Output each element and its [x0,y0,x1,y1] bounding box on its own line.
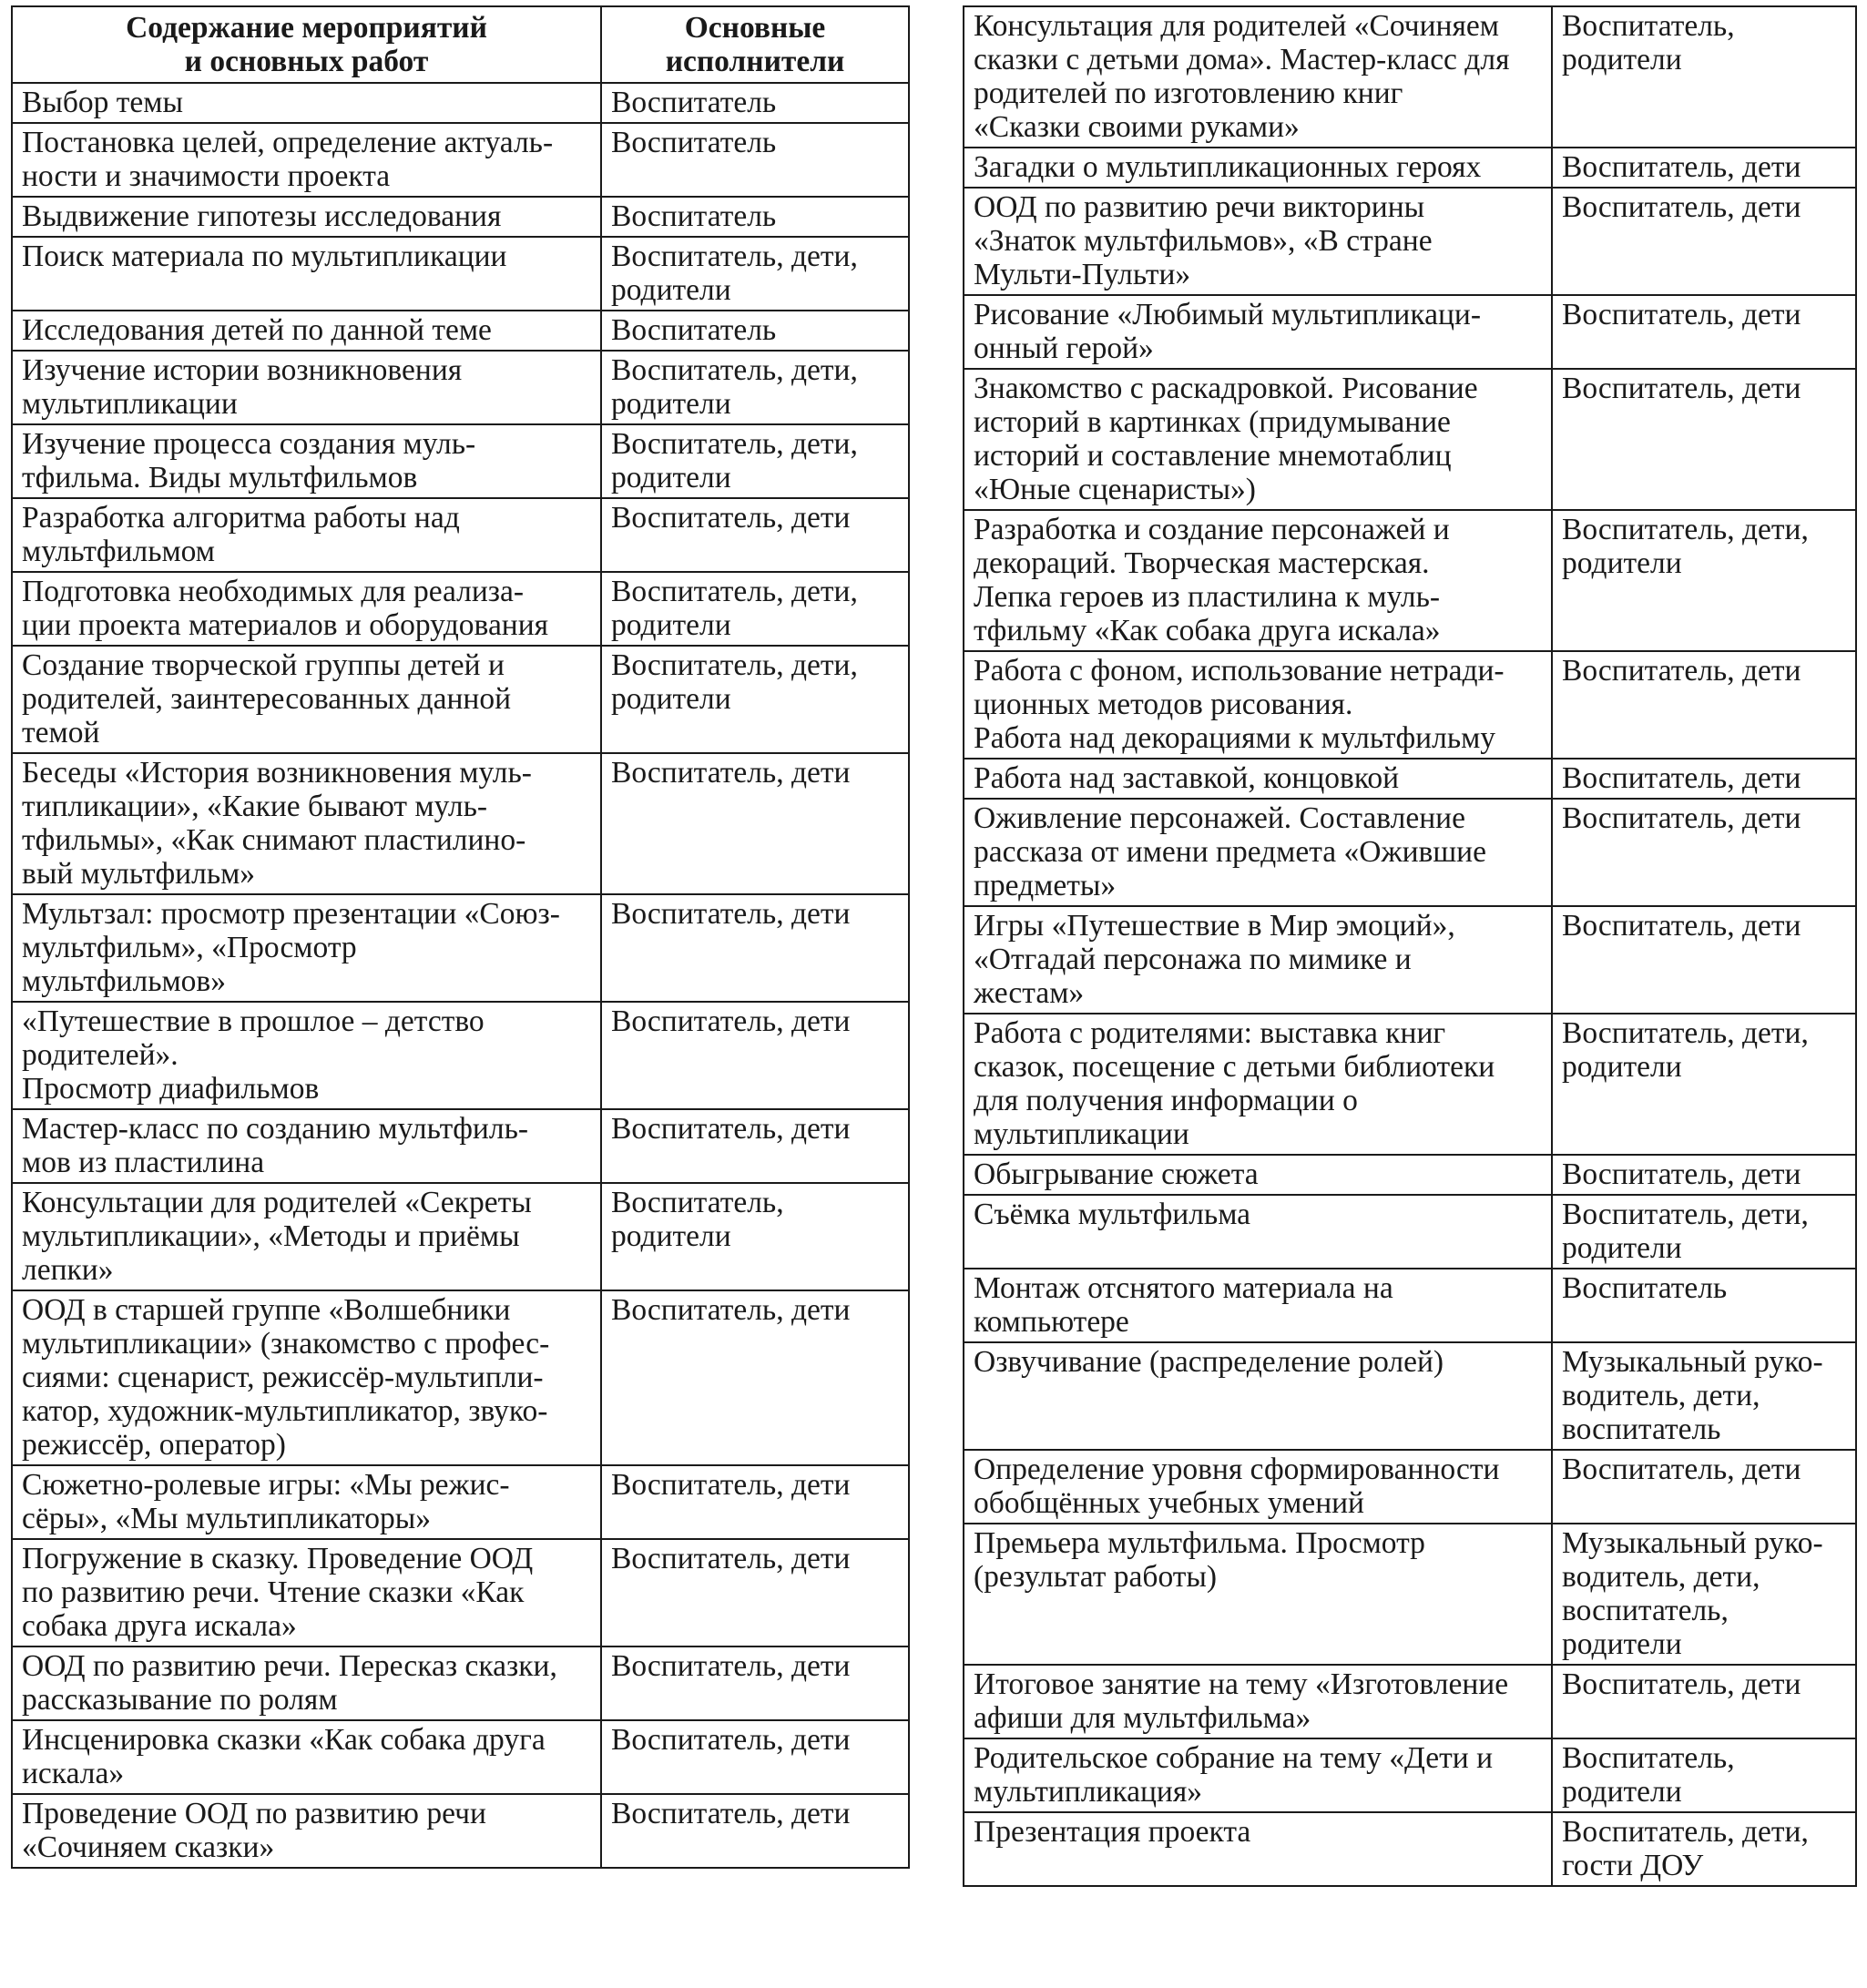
right-table-body [964,6,1856,1886]
table-row [12,1183,909,1290]
table-row [12,753,909,894]
executors-cell: Воспитатель, дети [1552,369,1856,510]
executors-cell: Музыкальный руко- водитель, дети, воспитатель [1552,1342,1856,1450]
executors-cell: Воспитатель [601,197,909,237]
executors-cell: Воспитатель, дети, родители [601,572,909,646]
executors-cell: Воспитатель [601,123,909,197]
table-row [12,894,909,1002]
executors-cell: Воспитатель, дети [601,1720,909,1794]
activity-cell: Исследования детей по данной теме [12,311,601,351]
executors-cell: Воспитатель, дети [601,753,909,894]
table-row [12,1465,909,1539]
activity-cell: Изучение истории возникновения мультипликации [12,351,601,424]
activity-cell: ООД по развитию речи. Пересказ сказки, рассказывание по ролям [12,1646,601,1720]
executors-cell: Воспитатель, дети, гости ДОУ [1552,1812,1856,1886]
executors-cell: Воспитатель, дети [601,1465,909,1539]
activity-cell: Инсценировка сказки «Как собака друга искала» [12,1720,601,1794]
table-row [12,1720,909,1794]
table-row [964,1195,1856,1269]
executors-cell: Воспитатель, дети, родители [601,424,909,498]
activity-cell: Определение уровня сформированности обобщённых учебных умений [964,1450,1552,1524]
activity-cell: Разработка и создание персонажей и декораций. Творческая мастерская. Лепка героев из пластилина к муль- тфильму «Как собака друга искала» [964,510,1552,651]
activity-cell: Беседы «История возникновения муль- типликации», «Какие бывают муль- тфильмы», «Как снимают пластилино- вый мультфильм» [12,753,601,894]
activity-cell: Постановка целей, определение актуаль- ности и значимости проекта [12,123,601,197]
table-row [964,1524,1856,1665]
header-content: Содержание мероприятий и основных работ [12,6,601,83]
activity-cell: Сюжетно-ролевые игры: «Мы режис- сёры», «Мы мультипликаторы» [12,1465,601,1539]
table-header-row [12,6,909,83]
table-row [964,1738,1856,1812]
activity-cell: Поиск материала по мультипликации [12,237,601,311]
table-row [12,123,909,197]
activity-cell: Создание творческой группы детей и родителей, заинтересованных данной темой [12,646,601,753]
executors-cell: Воспитатель, родители [601,1183,909,1290]
executors-cell: Воспитатель [1552,1269,1856,1342]
executors-cell: Воспитатель [601,311,909,351]
table-row [12,237,909,311]
executors-cell: Воспитатель, дети [1552,1665,1856,1738]
activity-cell: Знакомство с раскадровкой. Рисование историй в картинках (придумывание историй и составление мнемотаблиц «Юные сценаристы») [964,369,1552,510]
activity-cell: Итоговое занятие на тему «Изготовление афиши для мультфильма» [964,1665,1552,1738]
table-row [964,651,1856,759]
executors-cell: Воспитатель, дети [601,1290,909,1465]
activity-cell: ООД в старшей группе «Волшебники мультипликации» (знакомство с профес- сиями: сценарист, режиссёр-мультипли- катор, художник-мультипликатор, звуко- режиссёр, оператор) [12,1290,601,1465]
activity-cell: ООД по развитию речи викторины «Знаток мультфильмов», «В стране Мульти-Пульти» [964,188,1552,295]
activity-cell: Работа с фоном, использование нетради- ционных методов рисования. Работа над декорациями к мультфильму [964,651,1552,759]
table-row [12,1290,909,1465]
table-row [964,1450,1856,1524]
table-row [12,572,909,646]
activity-cell: Родительское собрание на тему «Дети и мультипликация» [964,1738,1552,1812]
table-row [964,295,1856,369]
table-row [964,1812,1856,1886]
activity-cell: Разработка алгоритма работы над мультфильмом [12,498,601,572]
table-row [964,759,1856,799]
table-row [964,1155,1856,1195]
executors-cell: Музыкальный руко- водитель, дети, воспитатель, родители [1552,1524,1856,1665]
table-row [12,1109,909,1183]
executors-cell: Воспитатель, дети [601,1646,909,1720]
activity-cell: Обыгрывание сюжета [964,1155,1552,1195]
activity-cell: Монтаж отснятого материала на компьютере [964,1269,1552,1342]
executors-cell: Воспитатель, родители [1552,1738,1856,1812]
activity-cell: Выбор темы [12,83,601,123]
table-row [12,351,909,424]
executors-cell: Воспитатель, родители [1552,6,1856,148]
activity-cell: Консультации для родителей «Секреты мультипликации», «Методы и приёмы лепки» [12,1183,601,1290]
activity-cell: Оживление персонажей. Составление рассказа от имени предмета «Ожившие предметы» [964,799,1552,906]
plan-table-left [11,5,910,1869]
executors-cell: Воспитатель, дети, родители [601,646,909,753]
table-row [12,646,909,753]
executors-cell: Воспитатель, дети [601,1539,909,1646]
executors-cell: Воспитатель, дети [601,1794,909,1868]
table-row [12,424,909,498]
executors-cell: Воспитатель, дети [601,498,909,572]
activity-cell: Изучение процесса создания муль- тфильма. Виды мультфильмов [12,424,601,498]
table-row [12,83,909,123]
table-row [964,148,1856,188]
table-row [964,1342,1856,1450]
activity-cell: «Путешествие в прошлое – детство родителей». Просмотр диафильмов [12,1002,601,1109]
activity-cell: Загадки о мультипликационных героях [964,148,1552,188]
executors-cell: Воспитатель, дети [1552,1155,1856,1195]
executors-cell: Воспитатель, дети [1552,1450,1856,1524]
executors-cell: Воспитатель, дети, родители [1552,1014,1856,1155]
executors-cell: Воспитатель, дети, родители [1552,510,1856,651]
activity-cell: Мультзал: просмотр презентации «Союз- мультфильм», «Просмотр мультфильмов» [12,894,601,1002]
table-row [964,6,1856,148]
left-table-body [12,83,909,1868]
activity-cell: Подготовка необходимых для реализа- ции проекта материалов и оборудования [12,572,601,646]
activity-cell: Работа над заставкой, концовкой [964,759,1552,799]
plan-table-right [963,5,1857,1887]
header-executors: Основные исполнители [601,6,909,83]
activity-cell: Съёмка мультфильма [964,1195,1552,1269]
table-row [12,1794,909,1868]
activity-cell: Озвучивание (распределение ролей) [964,1342,1552,1450]
executors-cell: Воспитатель, дети [1552,295,1856,369]
table-row [12,498,909,572]
table-row [964,188,1856,295]
executors-cell: Воспитатель, дети [1552,148,1856,188]
table-row [964,1665,1856,1738]
executors-cell: Воспитатель [601,83,909,123]
executors-cell: Воспитатель, дети [601,1109,909,1183]
activity-cell: Консультация для родителей «Сочиняем сказки с детьми дома». Мастер-класс для родителей по изготовлению книг «Сказки своими руками» [964,6,1552,148]
table-row [12,1002,909,1109]
table-row [12,197,909,237]
table-row [12,1539,909,1646]
table-row [964,510,1856,651]
activity-cell: Рисование «Любимый мультипликаци- онный герой» [964,295,1552,369]
executors-cell: Воспитатель, дети [1552,651,1856,759]
table-row [964,369,1856,510]
executors-cell: Воспитатель, дети, родители [601,237,909,311]
executors-cell: Воспитатель, дети [1552,906,1856,1014]
activity-cell: Презентация проекта [964,1812,1552,1886]
executors-cell: Воспитатель, дети [1552,188,1856,295]
executors-cell: Воспитатель, дети [601,1002,909,1109]
executors-cell: Воспитатель, дети, родители [1552,1195,1856,1269]
activity-cell: Выдвижение гипотезы исследования [12,197,601,237]
executors-cell: Воспитатель, дети [1552,759,1856,799]
activity-cell: Игры «Путешествие в Мир эмоций», «Отгадай персонажа по мимике и жестам» [964,906,1552,1014]
table-row [12,1646,909,1720]
table-row [964,1014,1856,1155]
executors-cell: Воспитатель, дети, родители [601,351,909,424]
activity-cell: Проведение ООД по развитию речи «Сочиняем сказки» [12,1794,601,1868]
activity-cell: Мастер-класс по созданию мультфиль- мов из пластилина [12,1109,601,1183]
activity-cell: Погружение в сказку. Проведение ООД по развитию речи. Чтение сказки «Как собака друга искала» [12,1539,601,1646]
activity-cell: Премьера мультфильма. Просмотр (результат работы) [964,1524,1552,1665]
activity-cell: Работа с родителями: выставка книг сказок, посещение с детьми библиотеки для получения информации о мультипликации [964,1014,1552,1155]
table-row [12,311,909,351]
table-row [964,906,1856,1014]
table-row [964,799,1856,906]
executors-cell: Воспитатель, дети [601,894,909,1002]
executors-cell: Воспитатель, дети [1552,799,1856,906]
table-row [964,1269,1856,1342]
